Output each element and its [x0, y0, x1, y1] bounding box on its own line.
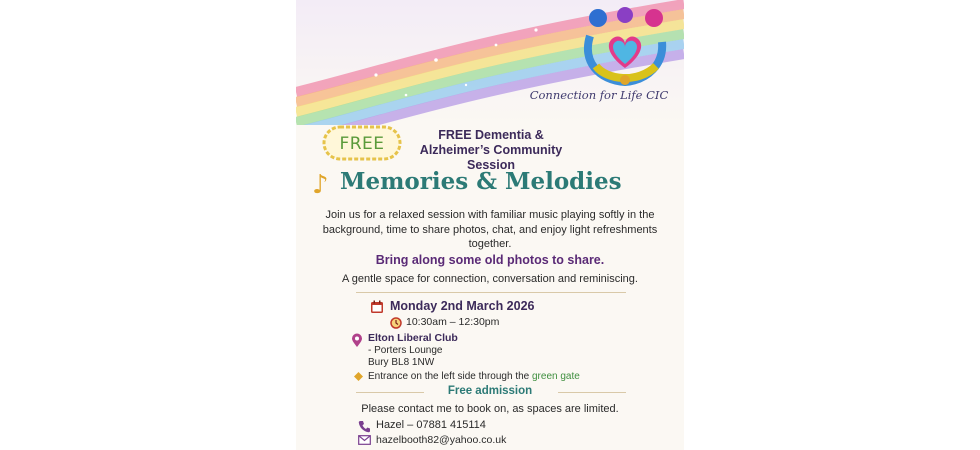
green-gate-text: green gate	[532, 371, 580, 382]
free-admission-label: Free admission	[447, 385, 533, 397]
entrance-note	[368, 371, 580, 382]
phone-icon	[358, 420, 371, 433]
intro-text: Join us for a relaxed session with familiar music playing softly in the background, time to share photos, chat, and enjoy light refreshments together.	[322, 209, 658, 250]
contact-note: Please contact me to book on, as spaces are limited.	[361, 403, 619, 415]
event-date: Monday 2nd March 2026	[390, 299, 535, 313]
calendar-icon	[370, 300, 384, 314]
music-note-icon: ♪	[312, 170, 329, 200]
bring-photos-text: Bring along some old photos to share.	[375, 253, 605, 267]
venue-room: - Porters Lounge	[368, 345, 443, 356]
envelope-icon	[358, 435, 371, 445]
organization-name: Connection for Life CIC	[529, 88, 669, 102]
session-title: FREE Dementia & Alzheimer’s Community Session	[419, 128, 563, 172]
free-badge-label: FREE	[339, 134, 385, 154]
entrance-text: Entrance on the left side through the	[368, 371, 532, 382]
contact-email[interactable]: hazelbooth82@yahoo.co.uk	[376, 434, 507, 446]
venue-name: Elton Liberal Club	[368, 332, 458, 344]
divider	[356, 292, 626, 293]
gentle-space-text: A gentle space for connection, conversation and reminiscing.	[342, 273, 638, 285]
map-pin-icon	[351, 333, 363, 348]
event-flyer	[296, 0, 684, 450]
event-title: Memories & Melodies	[340, 168, 622, 195]
clock-icon	[390, 317, 402, 329]
divider	[558, 392, 626, 393]
event-time: 10:30am – 12:30pm	[406, 316, 500, 328]
free-badge	[322, 125, 402, 161]
contact-phone[interactable]: Hazel – 07881 415114	[376, 419, 486, 431]
connection-people-heart-icon	[578, 6, 673, 86]
diamond-icon	[354, 372, 363, 381]
venue-address: Bury BL8 1NW	[368, 357, 435, 368]
